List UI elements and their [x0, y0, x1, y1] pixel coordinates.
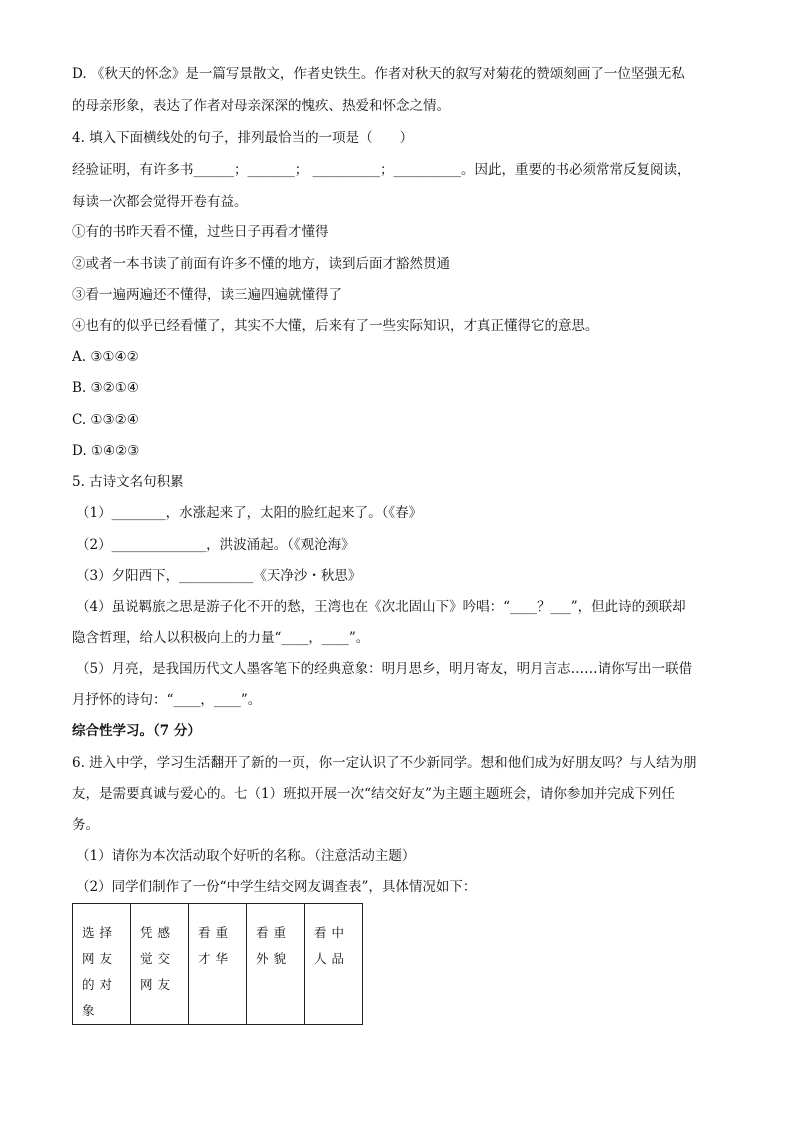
question-6-line-2: 友，是需要真诚与爱心的。七（1）班拟开展一次“结交好友”为主题主题班会，请你参加并完成下列任	[72, 786, 675, 802]
table-cell	[73, 904, 131, 1025]
sentence-2: ②或者一本书读了前面有许多不懂的地方，读到后面才豁然贯通	[72, 256, 450, 272]
task-2: （2）同学们制作了一份“中学生结交网友调查表”，具体情况如下：	[76, 879, 477, 895]
option-d-line-2: 的母亲形象，表达了作者对母亲深深的愧疚、热爱和怀念之情。	[72, 98, 450, 114]
cell-text: 凭感觉交网友	[140, 925, 176, 992]
poem-item-4-line-1: （4）虽说羁旅之思是游子化不开的愁，王湾也在《次北固山下》吟唱：“____？___”，但此诗的颈联却	[76, 599, 686, 615]
table-cell	[305, 904, 363, 1025]
poem-item-5-line-2: 月抒怀的诗句：“____，____”。	[72, 692, 262, 708]
question-4-title: 4. 填入下面横线处的句子，排列最恰当的一项是（ ）	[72, 130, 414, 146]
question-6-line-3: 务。	[72, 817, 99, 833]
question-4-passage-1: 经验证明，有许多书______；_______； __________；__________。因此，重要的书必须常常反复阅读，	[72, 162, 691, 178]
task-1: （1）请你为本次活动取个好听的名称。（注意活动主题）	[76, 848, 416, 864]
choice-d: D. ①④②③	[72, 443, 140, 459]
question-6-line-1: 6. 进入中学，学习生活翻开了新的一页，你一定认识了不少新同学。想和他们成为好朋友吗？与人结为朋	[72, 755, 697, 771]
table-row	[73, 904, 363, 1025]
question-4-passage-2: 每读一次都会觉得开卷有益。	[72, 194, 248, 210]
sentence-3: ③看一遍两遍还不懂得，读三遍四遍就懂得了	[72, 287, 342, 303]
question-5-title: 5. 古诗文名句积累	[72, 474, 184, 490]
poem-item-3: （3）夕阳西下，___________《天净沙・秋思》	[76, 568, 362, 584]
table-cell	[247, 904, 305, 1025]
sentence-4: ④也有的似乎已经看懂了，其实不大懂，后来有了一些实际知识，才真正懂得它的意思。	[72, 318, 599, 334]
section-heading: 综合性学习。（7 分）	[72, 723, 201, 739]
table-cell	[131, 904, 189, 1025]
poem-item-2: （2）______________，洪波涌起。（《观沧海》	[76, 537, 355, 553]
choice-a: A. ③①④②	[72, 349, 139, 365]
cell-text: 看重才华	[198, 925, 234, 966]
survey-table	[72, 903, 363, 1025]
poem-item-5-line-1: （5）月亮，是我国历代文人墨客笔下的经典意象：明月思乡，明月寄友，明月言志……请你写出一联借	[76, 661, 693, 677]
cell-text: 看重外貌	[256, 925, 292, 966]
table-cell	[189, 904, 247, 1025]
choice-c: C. ①③②④	[72, 412, 139, 428]
poem-item-4-line-2: 隐含哲理，给人以积极向上的力量“____，____”。	[72, 630, 370, 646]
choice-b: B. ③②①④	[72, 380, 139, 396]
cell-text: 选择网友的对象	[82, 925, 118, 1018]
sentence-1: ①有的书昨天看不懂，过些日子再看才懂得	[72, 224, 329, 240]
poem-item-1: （1）________，水涨起来了，太阳的脸红起来了。（《春》	[76, 505, 423, 521]
option-d-line-1: D. 《秋天的怀念》是一篇写景散文，作者史铁生。作者对秋天的叙写对菊花的赞颂刻画了一位坚强无私	[72, 66, 685, 82]
cell-text: 看中人品	[314, 925, 350, 966]
